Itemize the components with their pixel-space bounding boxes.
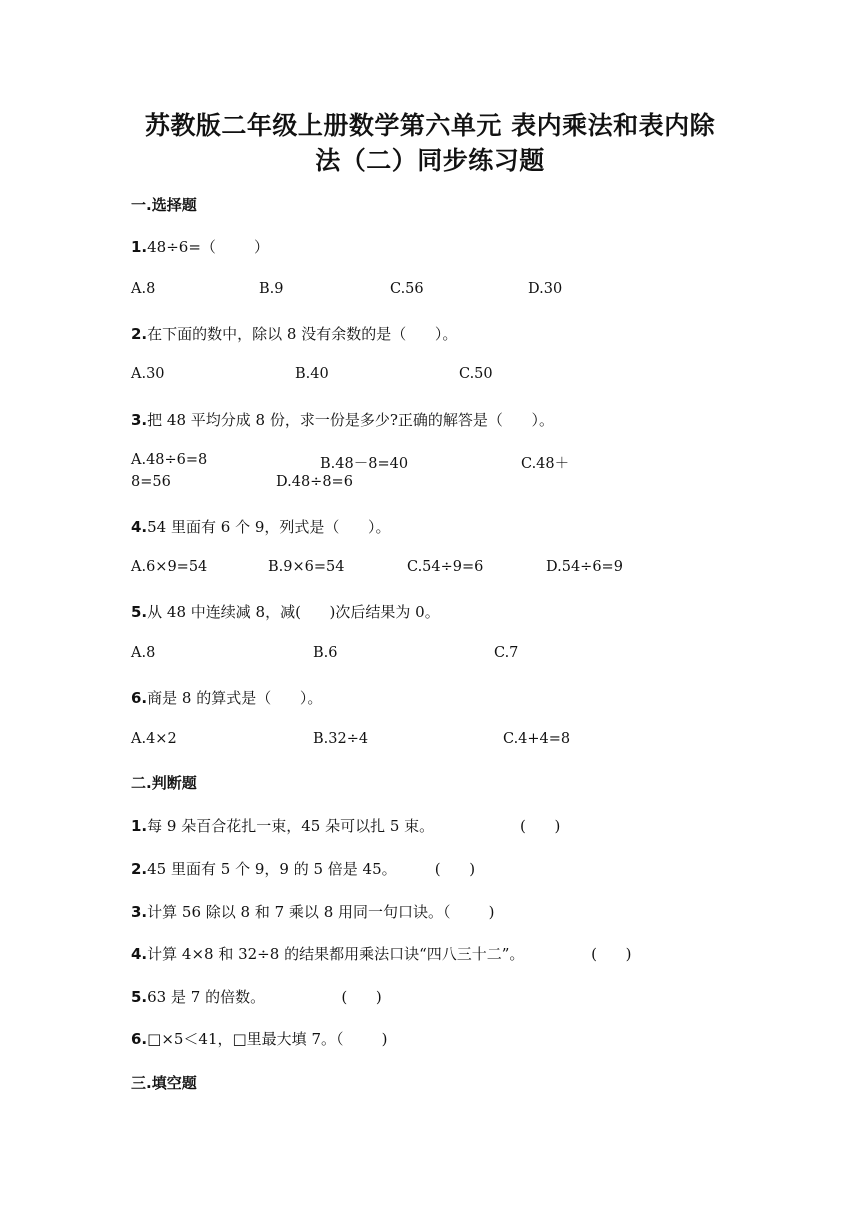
option-a: A.6×9=54 (131, 559, 208, 575)
option-b: B.9×6=54 (268, 559, 345, 575)
question-text: 45 里面有 5 个 9，9 的 5 倍是 45。 ( ) (147, 860, 476, 878)
page-title-line-2: 法（二）同步练习题 (315, 146, 545, 175)
section-heading-judge: 二.判断题 (131, 774, 197, 792)
choice-question-5 (131, 601, 440, 622)
option-b: B.40 (295, 366, 329, 382)
question-text: □×5＜41，□里最大填 7。（ ) (147, 1030, 388, 1048)
question-number: 6. (131, 1030, 148, 1048)
option-d: D.30 (528, 281, 563, 297)
option-a: A.8 (131, 281, 156, 297)
question-text: 63 是 7 的倍数。 ( ) (147, 988, 382, 1006)
section-heading-choice: 一.选择题 (131, 196, 197, 214)
question-number: 4. (131, 945, 148, 963)
option-b: B.48－8=40 (320, 456, 409, 472)
choice-question-6 (131, 687, 322, 708)
option-c: C.7 (494, 645, 519, 661)
option-b: B.6 (313, 645, 338, 661)
question-text: 每 9 朵百合花扎一束，45 朵可以扎 5 束。 ( ) (147, 817, 561, 835)
question-text: 从 48 中连续减 8，减( )次后结果为 0。 (147, 603, 440, 621)
question-number: 5. (131, 988, 148, 1006)
option-a: A.48÷6=8 (131, 452, 208, 468)
question-number: 2. (131, 325, 148, 343)
page-title-line-1: 苏教版二年级上册数学第六单元 表内乘法和表内除 (144, 111, 716, 140)
section-heading-fill: 三.填空题 (131, 1074, 197, 1092)
judge-question-3 (131, 901, 495, 922)
question-text: 把 48 平均分成 8 份，求一份是多少?正确的解答是（ ）。 (147, 411, 554, 429)
question-number: 1. (131, 238, 148, 256)
judge-question-5 (131, 986, 382, 1007)
option-a: A.30 (131, 366, 165, 382)
option-c: C.4+4=8 (503, 731, 571, 747)
option-c: C.56 (390, 281, 424, 297)
question-number: 6. (131, 689, 148, 707)
question-text: 计算 56 除以 8 和 7 乘以 8 用同一句口诀。（ ) (147, 903, 495, 921)
choice-question-2 (131, 323, 457, 344)
question-text: 在下面的数中，除以 8 没有余数的是（ ）。 (147, 325, 458, 343)
option-c: C.50 (459, 366, 493, 382)
choice-question-4 (131, 516, 391, 537)
judge-question-2 (131, 858, 475, 879)
question-number: 3. (131, 411, 148, 429)
question-text: 计算 4×8 和 32÷8 的结果都用乘法口诀“四八三十二”。 ( ) (147, 945, 632, 963)
question-number: 4. (131, 518, 148, 536)
question-number: 1. (131, 817, 148, 835)
question-text: 商是 8 的算式是（ ）。 (147, 689, 323, 707)
question-number: 3. (131, 903, 148, 921)
option-a: A.8 (131, 645, 156, 661)
option-d: D.48÷8=6 (276, 474, 353, 490)
option-d: D.54÷6=9 (546, 559, 623, 575)
option-c: C.54÷9=6 (407, 559, 484, 575)
judge-question-4 (131, 943, 631, 964)
question-number: 2. (131, 860, 148, 878)
choice-question-3 (131, 409, 554, 430)
judge-question-1 (131, 815, 560, 836)
option-b: B.9 (259, 281, 284, 297)
option-c-continued: 8=56 (131, 474, 171, 490)
judge-question-6 (131, 1028, 388, 1049)
option-b: B.32÷4 (313, 731, 369, 747)
question-text: 48÷6=（ ） (147, 238, 270, 256)
option-a: A.4×2 (131, 731, 177, 747)
option-c: C.48＋ (521, 456, 570, 472)
question-number: 5. (131, 603, 148, 621)
question-text: 54 里面有 6 个 9，列式是（ ）。 (147, 518, 391, 536)
choice-question-1 (131, 236, 269, 257)
